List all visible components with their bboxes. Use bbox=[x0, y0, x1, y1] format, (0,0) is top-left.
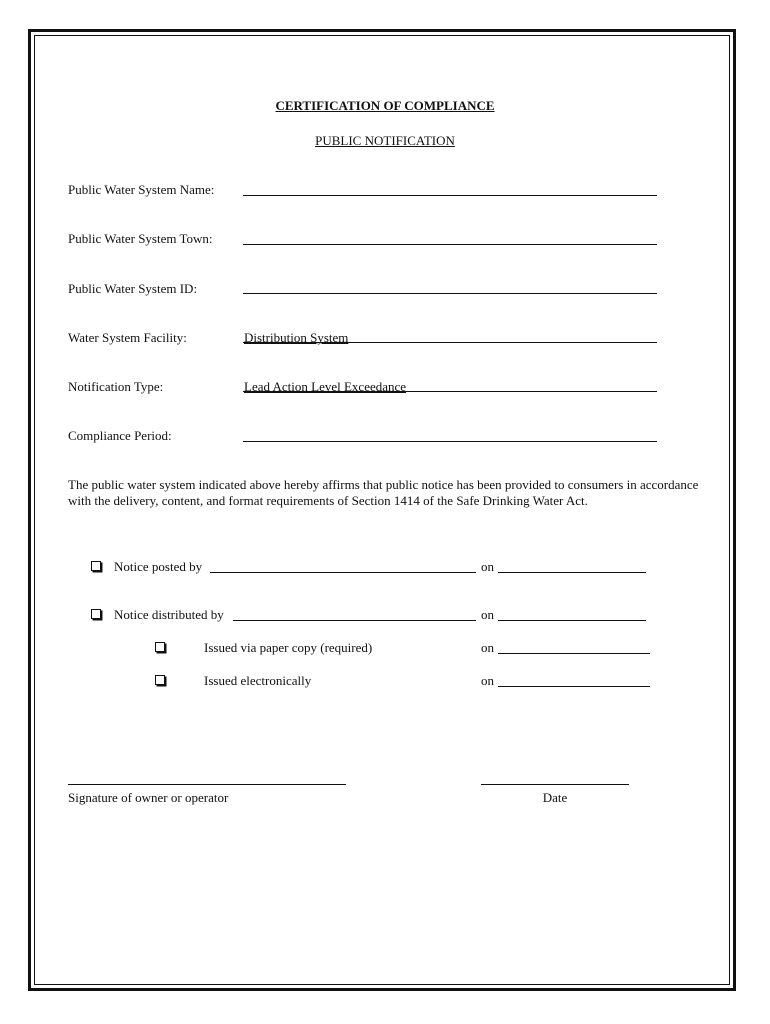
field-label-system-town: Public Water System Town: bbox=[68, 231, 213, 246]
field-label-facility: Water System Facility: bbox=[68, 330, 187, 345]
field-value-facility: Distribution System bbox=[244, 330, 349, 345]
inner-border bbox=[34, 35, 730, 985]
field-label-compliance-period: Compliance Period: bbox=[68, 428, 172, 443]
checkbox-electronic[interactable] bbox=[155, 675, 165, 685]
notice-distributed-line[interactable] bbox=[233, 620, 476, 621]
checkbox-notice-posted[interactable] bbox=[91, 561, 101, 571]
date-label: Date bbox=[542, 790, 568, 805]
field-line-system-town[interactable] bbox=[243, 244, 657, 245]
field-line-facility[interactable] bbox=[243, 342, 657, 343]
electronic-on-label: on bbox=[481, 673, 494, 688]
field-line-notification-type[interactable] bbox=[243, 391, 657, 392]
notice-posted-line[interactable] bbox=[210, 572, 476, 573]
electronic-label: Issued electronically bbox=[204, 673, 312, 688]
checkbox-paper-copy[interactable] bbox=[155, 642, 165, 652]
field-line-system-id[interactable] bbox=[243, 293, 657, 294]
checkbox-notice-distributed[interactable] bbox=[91, 609, 101, 619]
field-line-system-name[interactable] bbox=[243, 195, 657, 196]
notice-posted-on-label: on bbox=[481, 559, 494, 574]
electronic-date-line[interactable] bbox=[498, 686, 650, 687]
paper-copy-date-line[interactable] bbox=[498, 653, 650, 654]
paper-copy-label: Issued via paper copy (required) bbox=[204, 640, 373, 655]
field-line-compliance-period[interactable] bbox=[243, 441, 657, 442]
date-line[interactable] bbox=[481, 784, 629, 785]
notice-distributed-label: Notice distributed by bbox=[114, 607, 224, 622]
notice-posted-date-line[interactable] bbox=[498, 572, 646, 573]
field-label-system-id: Public Water System ID: bbox=[68, 281, 198, 296]
paper-copy-on-label: on bbox=[481, 640, 494, 655]
document-title: CERTIFICATION OF COMPLIANCE bbox=[275, 98, 495, 113]
field-label-notification-type: Notification Type: bbox=[68, 379, 164, 394]
signature-label: Signature of owner or operator bbox=[68, 790, 229, 805]
field-value-notification-type: Lead Action Level Exceedance bbox=[244, 379, 407, 394]
notice-distributed-date-line[interactable] bbox=[498, 620, 646, 621]
notice-posted-label: Notice posted by bbox=[114, 559, 203, 574]
document-subtitle: PUBLIC NOTIFICATION bbox=[315, 133, 455, 148]
notice-distributed-on-label: on bbox=[481, 607, 494, 622]
field-label-system-name: Public Water System Name: bbox=[68, 182, 215, 197]
affirmation-text: The public water system indicated above hereby affirms that public notice has been provided to consumers in accordance with the delivery, content, and format requirements of Section 1414 of the Safe Drinking Water Act. bbox=[68, 477, 699, 508]
signature-line[interactable] bbox=[68, 784, 346, 785]
